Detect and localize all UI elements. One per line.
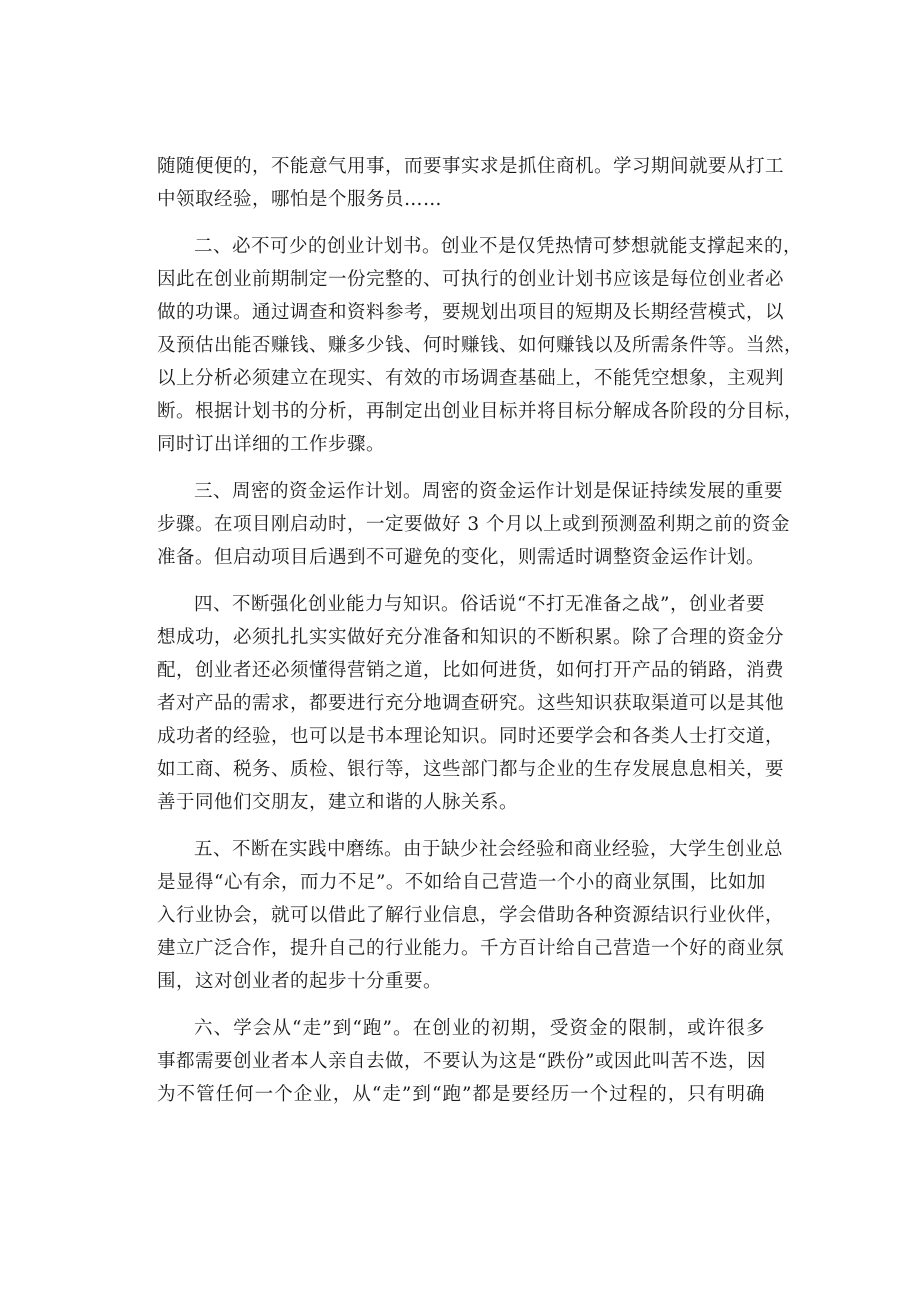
text-line: 想成功，必须扎扎实实做好充分准备和知识的不断积累。除了合理的资金分: [157, 627, 785, 648]
text-line: 因此在创业前期制定一份完整的、可执行的创业计划书应该是每位创业者必: [157, 269, 785, 290]
paragraph-ability-knowledge: [157, 588, 785, 819]
document-body: [157, 150, 804, 1125]
text-line: 者对产品的需求，都要进行充分地调查研究。这些知识获取渠道可以是其他: [157, 693, 785, 714]
text-line: 为不管任何一个企业，从“走”到“跑”都是要经历一个过程的，只有明确: [157, 1084, 765, 1105]
text-line: 五、不断在实践中磨练。由于缺少社会经验和商业经验，大学生创业总: [194, 839, 784, 860]
text-line: 以上分析必须建立在现实、有效的市场调查基础上，不能凭空想象，主观判: [157, 368, 785, 389]
paragraph-business-plan: [157, 230, 804, 461]
text-line: 善于同他们交朋友，建立和谐的人脉关系。: [157, 792, 519, 813]
text-line: 围，这对创业者的起步十分重要。: [157, 971, 443, 992]
text-line: 如工商、税务、质检、银行等，这些部门都与企业的生存发展息息相关，要: [157, 759, 785, 780]
text-line: 四、不断强化创业能力与知识。俗话说“不打无准备之战”，创业者要: [194, 594, 765, 615]
text-line: 是显得“心有余，而力不足”。不如给自己营造一个小的商业氛围，比如加: [157, 872, 766, 893]
text-line: 三、周密的资金运作计划。周密的资金运作计划是保证持续发展的重要: [194, 481, 784, 502]
text-line: 准备。但启动项目后遇到不可避免的变化，则需适时调整资金运作计划。: [157, 547, 766, 568]
text-line: 建立广泛合作，提升自己的行业能力。千方百计给自己营造一个好的商业氛: [157, 938, 785, 959]
paragraph-practice: [157, 833, 785, 998]
text-line: 同时订出详细的工作步骤。: [157, 434, 386, 455]
text-line: 入行业协会，就可以借此了解行业信息，学会借助各种资源结识行业伙伴，: [157, 905, 785, 926]
text-line: 做的功课。通过调查和资料参考，要规划出项目的短期及长期经营模式，以: [157, 302, 785, 323]
paragraph-continued: [157, 150, 785, 216]
text-line: 步骤。在项目刚启动时，一定要做好 3 个月以上或到预测盈利期之前的资金: [157, 514, 791, 535]
text-line: 中领取经验，哪怕是个服务员……: [157, 189, 443, 210]
text-line: 及预估出能否赚钱、赚多少钱、何时赚钱、如何赚钱以及所需条件等。当然，: [157, 335, 804, 356]
text-line: 配，创业者还必须懂得营销之道，比如何进货，如何打开产品的销路，消费: [157, 660, 785, 681]
text-line: 成功者的经验，也可以是书本理论知识。同时还要学会和各类人士打交道，: [157, 726, 785, 747]
text-line: 六、学会从“走”到“跑”。在创业的初期，受资金的限制，或许很多: [194, 1018, 765, 1039]
paragraph-walk-to-run: [157, 1012, 765, 1111]
text-line: 二、必不可少的创业计划书。创业不是仅凭热情可梦想就能支撑起来的，: [194, 236, 803, 257]
text-line: 事都需要创业者本人亲自去做，不要认为这是“跌份”或因此叫苦不迭，因: [157, 1051, 766, 1072]
text-line: 断。根据计划书的分析，再制定出创业目标并将目标分解成各阶段的分目标，: [157, 401, 804, 422]
paragraph-funding-plan: [157, 475, 791, 574]
text-line: 随随便便的，不能意气用事，而要事实求是抓住商机。学习期间就要从打工: [157, 156, 785, 177]
